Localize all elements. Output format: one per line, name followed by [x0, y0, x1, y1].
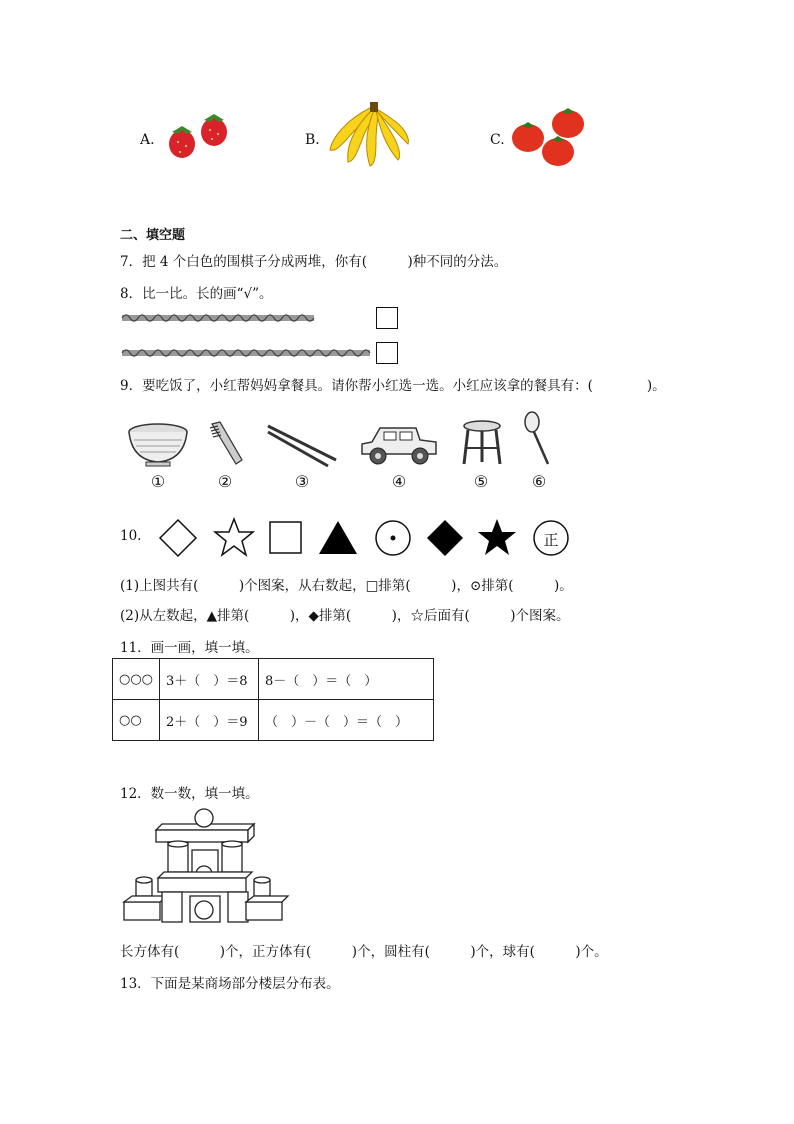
option-a-label: A. — [140, 132, 155, 148]
stool-icon — [460, 418, 504, 468]
option-c-label: C. — [490, 132, 505, 148]
bowl-icon — [126, 420, 190, 468]
item-3-number: ③ — [294, 472, 310, 491]
item-6-number: ⑥ — [531, 472, 547, 491]
square-outline-icon — [270, 522, 301, 553]
circle-dot-icon — [376, 521, 410, 555]
question-10-1: (1)上图共有( )个图案，从右数起，□排第( )，⊙排第( )。 — [120, 578, 573, 594]
question-12-fill: 长方体有( )个，正方体有( )个，圆柱有( )个，球有( )个。 — [120, 944, 608, 960]
answer-box-long[interactable] — [376, 342, 398, 364]
table-row — [113, 700, 434, 741]
triangle-filled-icon — [319, 521, 357, 554]
star-filled-icon — [478, 519, 516, 555]
chopsticks-icon — [264, 420, 340, 468]
circle-zheng-char: 正 — [543, 531, 559, 549]
table-row — [113, 659, 434, 700]
question-12: 12．数一数，填一填。 — [120, 786, 259, 802]
answer-box-short[interactable] — [376, 307, 398, 329]
item-2-number: ② — [217, 472, 233, 491]
long-rope-icon — [120, 346, 372, 360]
jeep-icon — [358, 420, 440, 468]
q11-table — [112, 658, 434, 741]
question-7: 7．把 4 个白色的围棋子分成两堆，你有( )种不同的分法。 — [120, 254, 508, 270]
table-cell: ○○ — [113, 700, 160, 741]
short-rope-icon — [120, 311, 316, 325]
strawberry-icon — [162, 112, 234, 164]
star-outline-icon — [215, 519, 253, 555]
item-1-number: ① — [150, 472, 166, 491]
table-cell: 8－（ ）＝（ ） — [259, 659, 434, 700]
table-cell: 3＋（ ）＝8 — [160, 659, 259, 700]
tomato-icon — [510, 104, 590, 170]
question-11: 11．画一画，填一填。 — [120, 640, 259, 656]
section-title: 二、填空题 — [120, 228, 186, 243]
question-8: 8．比一比。长的画“√”。 — [120, 286, 273, 302]
spoon-icon — [522, 410, 554, 468]
toothbrush-icon — [206, 420, 246, 468]
question-13: 13．下面是某商场部分楼层分布表。 — [120, 976, 340, 992]
option-b-label: B. — [305, 132, 320, 148]
question-10-2: (2)从左数起，▲排第( )，◆排第( )，☆后面有( )个图案。 — [120, 608, 570, 624]
diamond-filled-icon — [427, 520, 463, 556]
question-9: 9．要吃饭了，小红帮妈妈拿餐具。请你帮小红选一选。小红应该拿的餐具有：( )。 — [120, 378, 666, 394]
item-4-number: ④ — [391, 472, 407, 491]
diamond-outline-icon — [160, 520, 196, 556]
table-cell: （ ）－（ ）＝（ ） — [259, 700, 434, 741]
block-structure-icon — [118, 808, 290, 926]
question-10-label: 10. — [120, 528, 142, 544]
banana-icon — [326, 100, 410, 170]
table-cell: ○○○ — [113, 659, 160, 700]
table-cell: 2＋（ ）＝9 — [160, 700, 259, 741]
q10-shapes-row — [158, 516, 578, 560]
item-5-number: ⑤ — [473, 472, 489, 491]
